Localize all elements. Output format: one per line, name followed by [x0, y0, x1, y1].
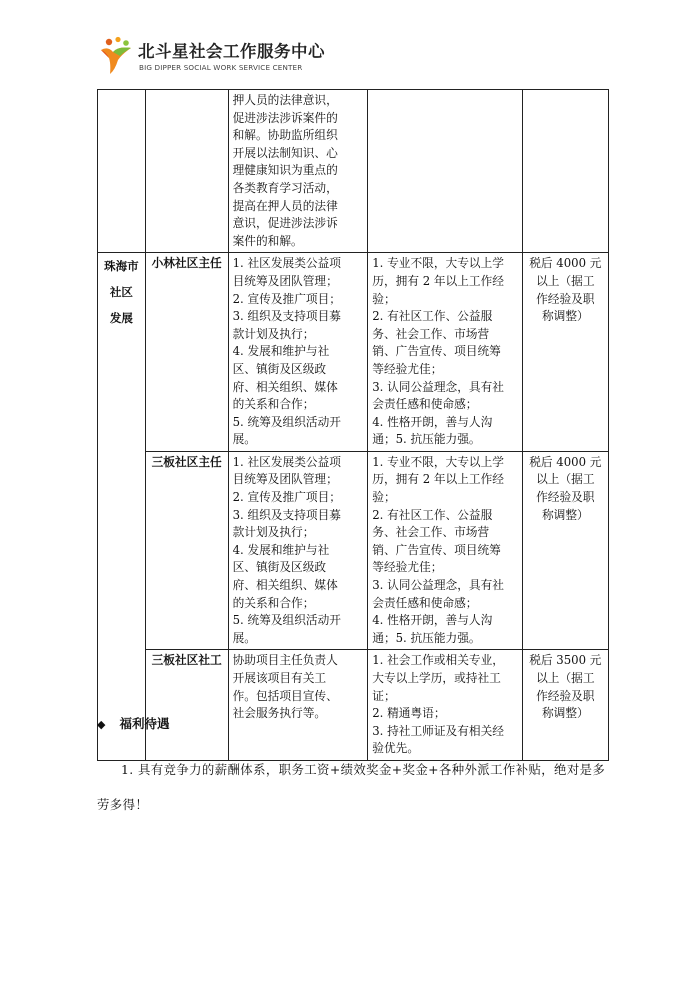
text-line: 通；5. 抗压能力强。	[372, 630, 481, 645]
text-line: 案件的和解。	[232, 233, 303, 248]
text-line: 务、社会工作、市场营	[372, 525, 490, 540]
text-line: 以上（据工	[536, 472, 595, 487]
text-line: 销、广告宣传、项目统筹	[372, 344, 501, 359]
text-line: 区、镇街及区级政	[232, 361, 327, 376]
text-line: 以上（据工	[536, 671, 595, 685]
text-line: 验；	[372, 291, 396, 306]
region-line: 社区	[109, 285, 133, 300]
text-line: 历，拥有 2 年以上工作经	[372, 273, 504, 288]
text-line: 等经验尤佳；	[372, 560, 443, 575]
text-line: 务、社会工作、市场营	[372, 326, 490, 341]
table-row	[98, 253, 609, 452]
text-line: 开展该项目有关工	[232, 671, 327, 685]
text-line: 目统筹及团队管理；	[232, 472, 338, 487]
text-line: 作。包括项目宣传、	[232, 688, 338, 703]
people-star-logo-icon	[98, 36, 134, 76]
welfare-heading	[97, 714, 169, 732]
text-line: 会责任感和使命感；	[372, 397, 478, 412]
text-line: 2. 宣传及推广项目；	[232, 291, 341, 306]
requirements-cell	[368, 650, 522, 761]
text-line: 2. 宣传及推广项目；	[232, 490, 341, 505]
duties-cell	[228, 650, 368, 761]
region-cell	[98, 253, 146, 761]
text-line: 促进涉法涉诉案件的	[232, 110, 338, 125]
text-line: 5. 统筹及组织活动开	[232, 414, 341, 429]
text-line: 历，拥有 2 年以上工作经	[372, 472, 504, 487]
text-line: 各类教育学习活动，	[232, 180, 338, 195]
text-line: 验；	[372, 490, 396, 505]
text-line: 证；	[372, 688, 396, 703]
region-line: 发展	[109, 311, 133, 326]
text-line: 4. 性格开朗，善与人沟	[372, 414, 493, 429]
org-name-cn: 北斗星社会工作服务中心	[138, 42, 325, 61]
requirements-cell	[368, 253, 522, 452]
text-line: 验优先。	[372, 741, 420, 756]
region-line: 珠海市	[104, 259, 139, 274]
text-line: 作经验及职	[536, 688, 595, 703]
welfare-heading-text: 福利待遇	[119, 716, 170, 731]
text-line: 通；5. 抗压能力强。	[372, 432, 481, 447]
text-line: 以上（据工	[536, 273, 595, 288]
text-line: 称调整）	[541, 309, 589, 324]
text-line: 意识，促进涉法涉诉	[232, 216, 338, 231]
text-line: 5. 统筹及组织活动开	[232, 613, 341, 628]
salary-cell	[522, 253, 608, 452]
page-header	[98, 36, 358, 78]
text-line: 称调整）	[541, 706, 589, 721]
text-line: 的关系和合作；	[232, 595, 315, 610]
text-line: 展。	[232, 630, 256, 645]
text-line: 押人员的法律意识，	[232, 93, 338, 107]
duties-cell	[228, 253, 368, 452]
salary-cell	[522, 451, 608, 650]
text-line: 区、镇街及区级政	[232, 560, 327, 575]
duties-cell	[228, 451, 368, 650]
post-title: 小林社区主任	[145, 253, 228, 452]
text-line: 1. 专业不限，大专以上学	[372, 256, 504, 271]
text-line: 2. 精通粤语；	[372, 706, 446, 721]
text-line: 3. 组织及支持项目募	[232, 507, 341, 522]
diamond-bullet-icon: ◆	[97, 718, 106, 731]
text-line: 4. 发展和维护与社	[232, 344, 330, 359]
text-line: 1. 社区发展类公益项	[232, 256, 341, 271]
text-line: 作经验及职	[536, 291, 595, 306]
text-line: 税后 4000 元	[529, 454, 602, 469]
text-line: 4. 发展和维护与社	[232, 542, 330, 557]
text-line: 3. 认同公益理念，具有社	[372, 578, 504, 593]
org-name-en: BIG DIPPER SOCIAL WORK SERVICE CENTER	[139, 63, 303, 72]
table-cell	[98, 90, 146, 253]
text-line: 开展以法制知识、心	[232, 145, 338, 160]
table-cell	[368, 90, 522, 253]
text-line: 理健康知识为重点的	[232, 163, 338, 178]
text-line: 1. 社区发展类公益项	[232, 454, 341, 469]
post-title: 三板社区主任	[145, 451, 228, 650]
text-line: 2. 有社区工作、公益服	[372, 309, 493, 324]
text-line: 和解。协助监所组织	[232, 128, 338, 143]
text-line: 等经验尤佳；	[372, 361, 443, 376]
text-line: 1. 专业不限，大专以上学	[372, 454, 504, 469]
text-line: 4. 性格开朗，善与人沟	[372, 613, 493, 628]
table-cell	[145, 90, 228, 253]
text-line: 2. 有社区工作、公益服	[372, 507, 493, 522]
text-line: 3. 持社工师证及有相关经	[372, 723, 504, 738]
text-line: 府、相关组织、媒体	[232, 578, 338, 593]
requirements-cell	[368, 451, 522, 650]
text-line: 作经验及职	[536, 490, 595, 505]
text-line: 府、相关组织、媒体	[232, 379, 338, 394]
text-line: 提高在押人员的法律	[232, 198, 338, 213]
text-line: 称调整）	[541, 507, 589, 522]
text-line: 社会服务执行等。	[232, 706, 327, 721]
text-line: 款计划及执行；	[232, 525, 315, 540]
text-line: 税后 4000 元	[529, 256, 602, 271]
text-line: 会责任感和使命感；	[372, 595, 478, 610]
text-line: 款计划及执行；	[232, 326, 315, 341]
text-line: 3. 组织及支持项目募	[232, 309, 341, 324]
text-line: 的关系和合作；	[232, 397, 315, 412]
duties-cell	[228, 90, 368, 253]
text-line: 1. 社会工作或相关专业，	[372, 653, 504, 668]
text-line: 税后 3500 元	[529, 653, 602, 668]
text-line: 展。	[232, 432, 256, 447]
job-table	[97, 89, 609, 761]
text-line: 销、广告宣传、项目统筹	[372, 542, 501, 557]
text-line: 大专以上学历，或持社工	[372, 671, 501, 685]
table-cell	[522, 90, 608, 253]
table-row	[98, 650, 609, 761]
salary-cell	[522, 650, 608, 761]
post-title: 三板社区社工	[145, 650, 228, 761]
table-row	[98, 451, 609, 650]
text-line: 目统筹及团队管理；	[232, 273, 338, 288]
welfare-item: 1. 具有竞争力的薪酬体系，职务工资+绩效奖金+奖金+各种外派工作补贴，绝对是多劳多得！	[97, 762, 606, 812]
text-line: 3. 认同公益理念，具有社	[372, 379, 504, 394]
text-line: 协助项目主任负责人	[232, 653, 338, 668]
table-row	[98, 90, 609, 253]
